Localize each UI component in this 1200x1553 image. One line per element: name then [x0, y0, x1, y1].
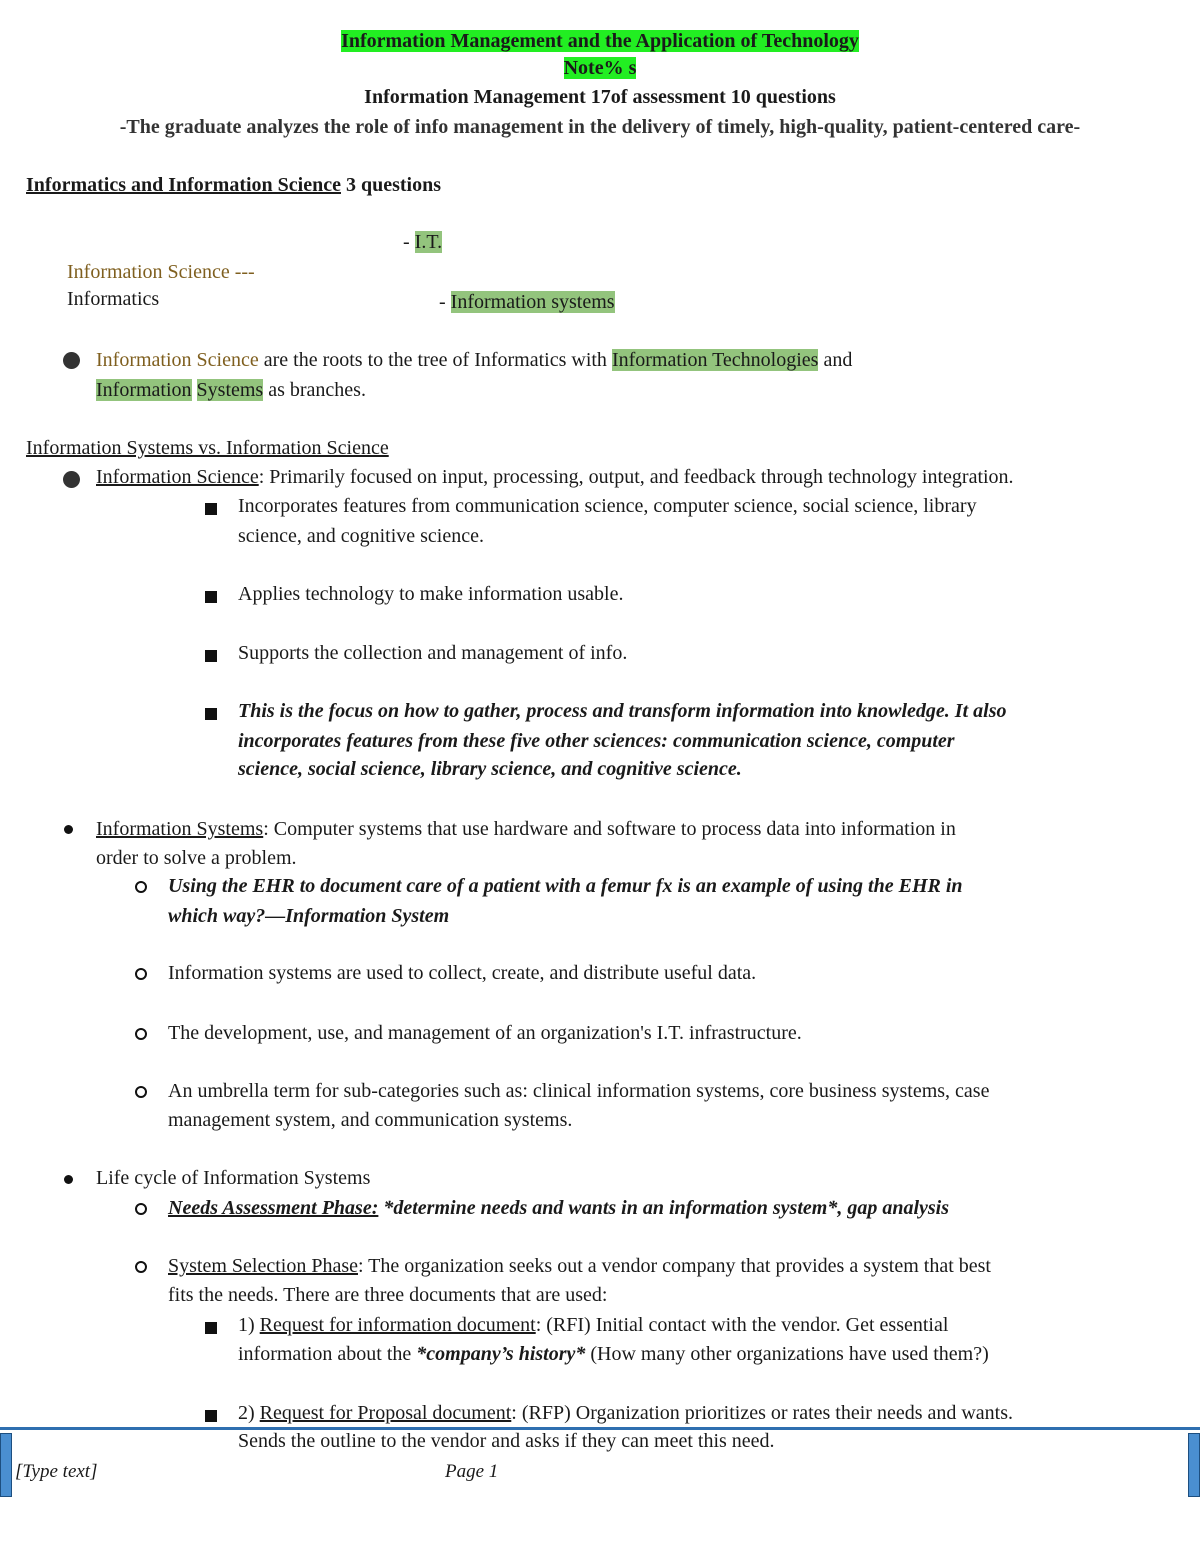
- lifecycle-needs-assessment: Needs Assessment Phase: *determine needs and wants in an information system*, gap analysis: [168, 1197, 949, 1219]
- rfi-item-cont: information about the *company’s history* (How many other organizations have used them?): [238, 1343, 989, 1365]
- doc-title: Information Management and the Application of Technology: [341, 30, 859, 52]
- footer-divider: [0, 1427, 1200, 1430]
- assessment-line: Information Management 17of assessment 10 questions: [364, 86, 836, 108]
- bullet-small-icon: [64, 825, 73, 834]
- info-science-item-cont: science, and cognitive science.: [238, 525, 484, 547]
- info-science-item: Supports the collection and management of info.: [238, 642, 628, 664]
- info-science-item: Incorporates features from communication science, computer science, social science, library: [238, 495, 977, 517]
- info-science-item: Applies technology to make information usable.: [238, 583, 624, 605]
- info-science-focus-cont: science, social science, library science, and cognitive science.: [238, 758, 742, 780]
- square-bullet-icon: [205, 1322, 217, 1334]
- diagram-info-systems: - Information systems: [439, 291, 615, 313]
- diagram-info-science: Information Science ---: [67, 261, 255, 283]
- lifecycle-heading: Life cycle of Information Systems: [96, 1167, 371, 1189]
- square-bullet-icon: [205, 591, 217, 603]
- circle-bullet-icon: [135, 1261, 147, 1273]
- square-bullet-icon: [205, 708, 217, 720]
- bullet-dot-icon: [63, 471, 80, 488]
- info-science-def: Information Science: Primarily focused on input, processing, output, and feedback through technology integration.: [96, 466, 1014, 488]
- square-bullet-icon: [205, 650, 217, 662]
- circle-bullet-icon: [135, 968, 147, 980]
- info-systems-item: Information systems are used to collect, create, and distribute useful data.: [168, 962, 757, 984]
- footer-placeholder-text[interactable]: [Type text]: [15, 1461, 98, 1482]
- footer-right-bar: [1188, 1433, 1200, 1497]
- section-heading-systems-vs-science: Information Systems vs. Information Science: [26, 437, 389, 459]
- info-systems-def-cont: order to solve a problem.: [96, 847, 297, 869]
- competency-line: -The graduate analyzes the role of info management in the delivery of timely, high-quality, patient-centered care-: [119, 116, 1081, 138]
- circle-bullet-icon: [135, 1203, 147, 1215]
- bullet-dot-icon: [63, 352, 80, 369]
- doc-subtitle: Note% s: [563, 57, 637, 79]
- info-systems-ehr-example-cont: which way?—Information System: [168, 905, 450, 927]
- footer-page-number: Page 1: [445, 1461, 499, 1482]
- bullet-small-icon: [64, 1175, 73, 1184]
- info-science-focus-cont: incorporates features from these five other sciences: communication science, computer: [238, 730, 955, 752]
- rfp-item-cont: Sends the outline to the vendor and asks if they can meet this need.: [238, 1430, 775, 1452]
- lifecycle-system-selection-cont: fits the needs. There are three documents that are used:: [168, 1284, 608, 1306]
- circle-bullet-icon: [135, 1028, 147, 1040]
- info-systems-def: Information Systems: Computer systems that use hardware and software to process data into information in: [96, 818, 956, 840]
- diagram-it: - I.T.: [403, 231, 443, 253]
- square-bullet-icon: [205, 503, 217, 515]
- info-science-focus: This is the focus on how to gather, process and transform information into knowledge. It also: [238, 700, 1007, 722]
- info-systems-item: An umbrella term for sub-categories such as: clinical information systems, core business systems, case: [168, 1080, 990, 1102]
- square-bullet-icon: [205, 1410, 217, 1422]
- rfi-item: 1) Request for information document: (RFI) Initial contact with the vendor. Get essential: [238, 1314, 949, 1336]
- circle-bullet-icon: [135, 881, 147, 893]
- roots-line-2: Information Systems as branches.: [96, 379, 366, 401]
- info-systems-ehr-example: Using the EHR to document care of a patient with a femur fx is an example of using the EHR in: [168, 875, 963, 897]
- rfp-item: 2) Request for Proposal document: (RFP) Organization prioritizes or rates their needs and wants.: [238, 1402, 1014, 1424]
- footer-left-bar: [0, 1433, 12, 1497]
- roots-line-1: Information Science are the roots to the tree of Informatics with Information Technologies and: [96, 349, 853, 371]
- circle-bullet-icon: [135, 1086, 147, 1098]
- diagram-informatics: Informatics: [67, 288, 160, 310]
- info-systems-item-cont: management system, and communication systems.: [168, 1109, 573, 1131]
- lifecycle-system-selection: System Selection Phase: The organization seeks out a vendor company that provides a system that best: [168, 1255, 991, 1277]
- section-heading-informatics: Informatics and Information Science 3 questions: [26, 174, 442, 196]
- info-systems-item: The development, use, and management of an organization's I.T. infrastructure.: [168, 1022, 802, 1044]
